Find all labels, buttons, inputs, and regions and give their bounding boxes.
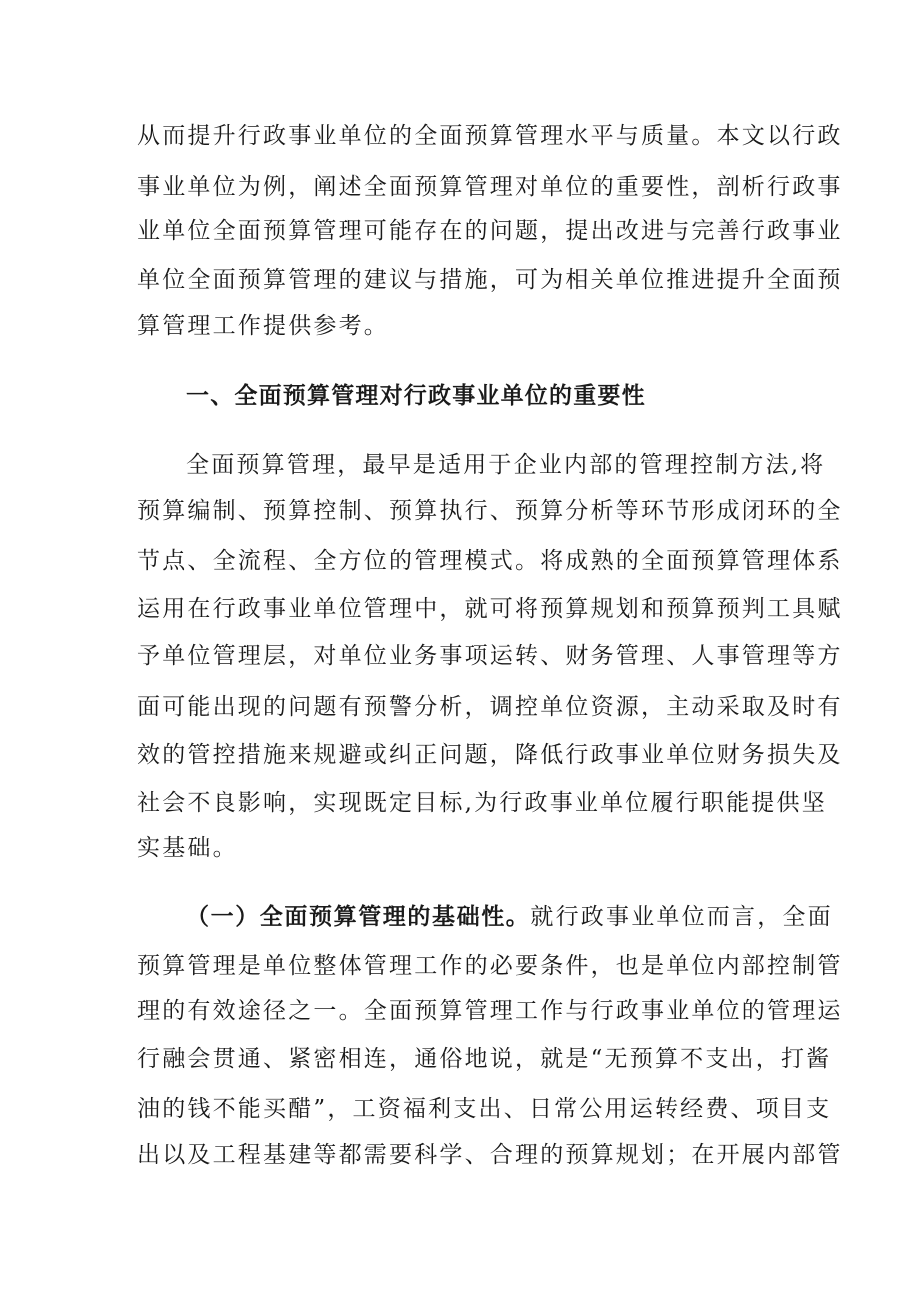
subsection-line-3: 理的有效途径之一。全面预算管理工作与行政事业单位的管理运 xyxy=(137,998,843,1024)
section-paragraph-line-5: 予单位管理层，对单位业务事项运转、财务管理、人事管理等方 xyxy=(137,643,843,669)
intro-line-5: 算管理工作提供参考。 xyxy=(137,313,389,339)
subsection-line-2: 预算管理是单位整体管理工作的必要条件，也是单位内部控制管 xyxy=(137,953,843,979)
section-paragraph-line-3: 节点、全流程、全方位的管理模式。将成熟的全面预算管理体系 xyxy=(137,548,843,574)
subsection-first-line-text: 就行政事业单位而言，全面 xyxy=(530,904,833,930)
intro-line-1: 从而提升行政事业单位的全面预算管理水平与质量。本文以行政 xyxy=(137,123,843,149)
subsection-line-5: 油的钱不能买醋”，工资福利支出、日常公用运转经费、项目支 xyxy=(137,1096,832,1122)
intro-line-2: 事业单位为例，阐述全面预算管理对单位的重要性，剖析行政事 xyxy=(137,174,843,200)
section-paragraph-line-9: 实基础。 xyxy=(137,835,238,861)
subsection-line-6: 出以及工程基建等都需要科学、合理的预算规划；在开展内部管 xyxy=(137,1142,843,1168)
section-paragraph-line-7: 效的管控措施来规避或纠正问题，降低行政事业单位财务损失及 xyxy=(137,742,843,768)
subsection-first-line xyxy=(186,902,833,932)
section-paragraph-line-4: 运用在行政事业单位管理中，就可将预算规划和预算预判工具赋 xyxy=(137,596,843,622)
section-heading: 一、全面预算管理对行政事业单位的重要性 xyxy=(186,383,646,409)
subsection-title: （一）全面预算管理的基础性。 xyxy=(186,904,531,930)
section-paragraph-line-1: 全面预算管理，最早是适用于企业内部的管理控制方法,将 xyxy=(186,452,826,478)
intro-line-4: 单位全面预算管理的建议与措施，可为相关单位推进提升全面预 xyxy=(137,267,843,293)
section-paragraph-line-6: 面可能出现的问题有预警分析，调控单位资源，主动采取及时有 xyxy=(137,694,843,720)
section-paragraph-line-8: 社会不良影响，实现既定目标,为行政事业单位履行职能提供坚 xyxy=(137,790,827,816)
section-paragraph-line-2: 预算编制、预算控制、预算执行、预算分析等环节形成闭环的全 xyxy=(137,498,843,524)
subsection-line-4: 行融会贯通、紧密相连，通俗地说，就是“无预算不支出，打酱 xyxy=(137,1046,832,1072)
intro-line-3: 业单位全面预算管理可能存在的问题，提出改进与完善行政事业 xyxy=(137,218,843,244)
